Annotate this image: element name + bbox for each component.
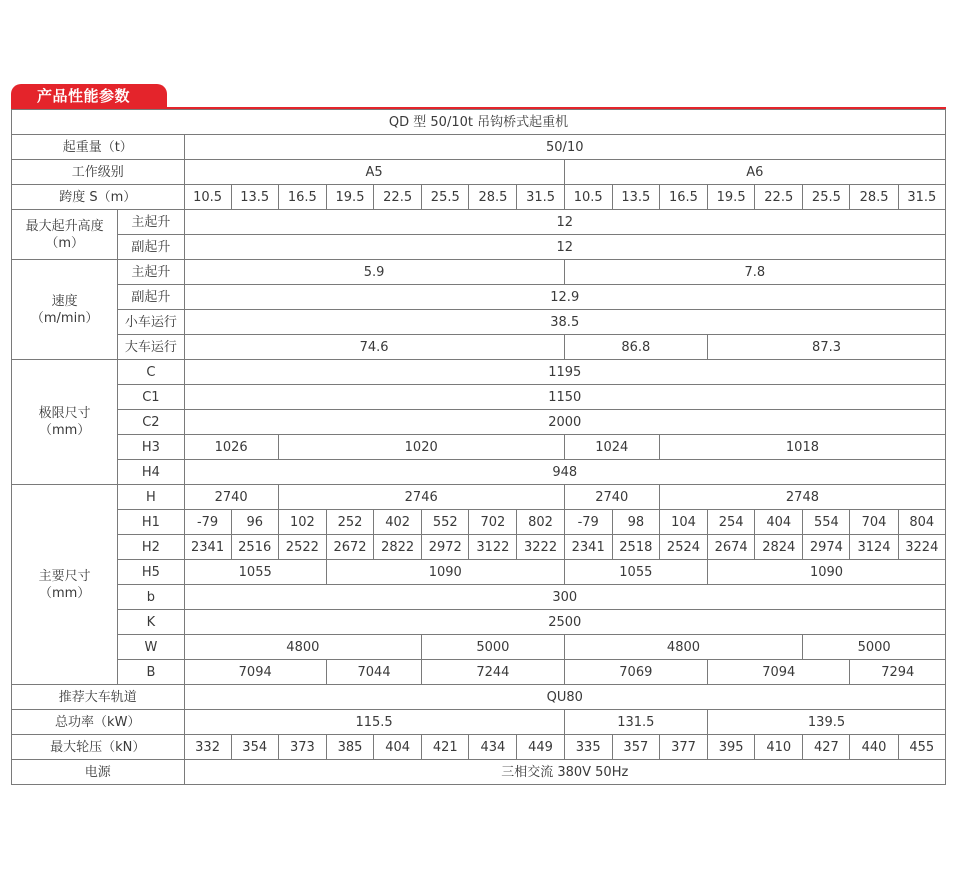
table-row — [12, 360, 946, 385]
sub-label: H5 — [118, 560, 184, 585]
span-cell: 16.5 — [659, 185, 707, 210]
cell-value: 3124 — [850, 535, 898, 560]
sub-label: K — [118, 610, 184, 635]
cell-value: 332 — [184, 735, 231, 760]
table-row — [12, 460, 946, 485]
sub-label: b — [118, 585, 184, 610]
cell-value: 1020 — [278, 435, 564, 460]
cell-value: 7294 — [850, 660, 946, 685]
span-cell: 25.5 — [803, 185, 850, 210]
section-tab: 产品性能参数 — [11, 84, 167, 108]
cell-value: 96 — [231, 510, 278, 535]
cell-value: 377 — [659, 735, 707, 760]
sub-label: 副起升 — [118, 235, 184, 260]
cell-value: 2341 — [184, 535, 231, 560]
cell-value: 449 — [517, 735, 564, 760]
span-cell: 10.5 — [564, 185, 612, 210]
cell-value: 2822 — [374, 535, 422, 560]
cell-value: 2740 — [564, 485, 659, 510]
cell-value: 2522 — [278, 535, 326, 560]
span-cell: 16.5 — [278, 185, 326, 210]
cell-value: 3224 — [898, 535, 945, 560]
cell-value: 三相交流 380V 50Hz — [184, 760, 946, 785]
cell-value: 455 — [898, 735, 945, 760]
cell-value: 2972 — [422, 535, 469, 560]
table-row — [12, 435, 946, 460]
span-cell: 10.5 — [184, 185, 231, 210]
sub-label: B — [118, 660, 184, 685]
cell-value: 86.8 — [564, 335, 707, 360]
cell-value: 252 — [326, 510, 373, 535]
table-row — [12, 285, 946, 310]
cell-value: 1150 — [184, 385, 946, 410]
cell-value: 50/10 — [184, 135, 946, 160]
table-row — [12, 135, 946, 160]
table-row — [12, 485, 946, 510]
table-row — [12, 260, 946, 285]
table-row — [12, 510, 946, 535]
cell-value: 2746 — [278, 485, 564, 510]
table-row — [12, 535, 946, 560]
cell-value: A5 — [184, 160, 564, 185]
cell-value: 335 — [564, 735, 612, 760]
cell-value: 2674 — [708, 535, 755, 560]
cell-value: 373 — [278, 735, 326, 760]
cell-value: 354 — [231, 735, 278, 760]
cell-value: 1024 — [564, 435, 659, 460]
cell-value: 115.5 — [184, 710, 564, 735]
span-cell: 31.5 — [517, 185, 564, 210]
sub-label: C — [118, 360, 184, 385]
sub-label: H3 — [118, 435, 184, 460]
row-label: 电源 — [12, 760, 185, 785]
group-label: 主要尺寸 （mm） — [12, 485, 118, 685]
table-row — [12, 635, 946, 660]
span-cell: 13.5 — [231, 185, 278, 210]
cell-value: 434 — [469, 735, 517, 760]
cell-value: 2518 — [612, 535, 659, 560]
span-cell: 19.5 — [326, 185, 373, 210]
cell-value: 552 — [422, 510, 469, 535]
cell-value: 404 — [374, 735, 422, 760]
cell-value: 802 — [517, 510, 564, 535]
cell-value: 2974 — [803, 535, 850, 560]
cell-value: 7069 — [564, 660, 707, 685]
table-row — [12, 185, 946, 210]
cell-value: A6 — [564, 160, 945, 185]
cell-value: 410 — [755, 735, 803, 760]
cell-value: 2672 — [326, 535, 373, 560]
table-row — [12, 210, 946, 235]
table-title: QD 型 50/10t 吊钩桥式起重机 — [12, 110, 946, 135]
table-row — [12, 310, 946, 335]
cell-value: 2748 — [659, 485, 945, 510]
table-row — [12, 560, 946, 585]
cell-value: 948 — [184, 460, 946, 485]
cell-value: 427 — [803, 735, 850, 760]
cell-value: 1055 — [184, 560, 326, 585]
table-row — [12, 235, 946, 260]
sub-label: H1 — [118, 510, 184, 535]
span-cell: 19.5 — [708, 185, 755, 210]
cell-value: 7.8 — [564, 260, 945, 285]
cell-value: 2824 — [755, 535, 803, 560]
table-row — [12, 685, 946, 710]
table-row — [12, 760, 946, 785]
sub-label: H — [118, 485, 184, 510]
cell-value: 104 — [659, 510, 707, 535]
cell-value: 4800 — [184, 635, 422, 660]
cell-value: 12 — [184, 235, 946, 260]
cell-value: 554 — [803, 510, 850, 535]
cell-value: 1055 — [564, 560, 707, 585]
cell-value: 2516 — [231, 535, 278, 560]
cell-value: 12.9 — [184, 285, 946, 310]
row-label: 总功率（kW） — [12, 710, 185, 735]
group-label: 极限尺寸 （mm） — [12, 360, 118, 485]
cell-value: 2740 — [184, 485, 278, 510]
cell-value: 38.5 — [184, 310, 946, 335]
cell-value: 1018 — [659, 435, 945, 460]
cell-value: 7044 — [326, 660, 421, 685]
group-label: 速度 （m/min） — [12, 260, 118, 360]
sub-label: 大车运行 — [118, 335, 184, 360]
cell-value: 385 — [326, 735, 373, 760]
cell-value: 804 — [898, 510, 945, 535]
table-row — [12, 160, 946, 185]
row-label: 最大轮压（kN） — [12, 735, 185, 760]
table-row — [12, 410, 946, 435]
cell-value: 357 — [612, 735, 659, 760]
spec-table — [11, 109, 946, 785]
group-label: 最大起升高度 （m） — [12, 210, 118, 260]
cell-value: 395 — [708, 735, 755, 760]
cell-value: 254 — [708, 510, 755, 535]
table-row — [12, 385, 946, 410]
table-row — [12, 110, 946, 135]
sub-label: 小车运行 — [118, 310, 184, 335]
sub-label: C2 — [118, 410, 184, 435]
row-label: 跨度 S（m） — [12, 185, 185, 210]
span-cell: 28.5 — [469, 185, 517, 210]
span-cell: 28.5 — [850, 185, 898, 210]
sub-label: H4 — [118, 460, 184, 485]
cell-value: 704 — [850, 510, 898, 535]
cell-value: 4800 — [564, 635, 803, 660]
cell-value: 12 — [184, 210, 946, 235]
cell-value: 1090 — [708, 560, 946, 585]
cell-value: 131.5 — [564, 710, 707, 735]
cell-value: 2524 — [659, 535, 707, 560]
cell-value: 5.9 — [184, 260, 564, 285]
cell-value: 5000 — [803, 635, 946, 660]
span-cell: 22.5 — [374, 185, 422, 210]
span-cell: 25.5 — [422, 185, 469, 210]
cell-value: 7244 — [422, 660, 564, 685]
cell-value: 702 — [469, 510, 517, 535]
sub-label: W — [118, 635, 184, 660]
span-cell: 13.5 — [612, 185, 659, 210]
cell-value: 421 — [422, 735, 469, 760]
table-row — [12, 335, 946, 360]
cell-value: 98 — [612, 510, 659, 535]
sub-label: 主起升 — [118, 210, 184, 235]
sub-label: C1 — [118, 385, 184, 410]
cell-value: 440 — [850, 735, 898, 760]
cell-value: 102 — [278, 510, 326, 535]
cell-value: -79 — [184, 510, 231, 535]
cell-value: 404 — [755, 510, 803, 535]
cell-value: 402 — [374, 510, 422, 535]
cell-value: 1090 — [326, 560, 564, 585]
table-row — [12, 610, 946, 635]
row-label: 工作级别 — [12, 160, 185, 185]
span-cell: 31.5 — [898, 185, 945, 210]
cell-value: 139.5 — [708, 710, 946, 735]
sub-label: 主起升 — [118, 260, 184, 285]
cell-value: 7094 — [708, 660, 850, 685]
sub-label: H2 — [118, 535, 184, 560]
cell-value: 2341 — [564, 535, 612, 560]
cell-value: 2500 — [184, 610, 946, 635]
cell-value: -79 — [564, 510, 612, 535]
cell-value: 1195 — [184, 360, 946, 385]
cell-value: 2000 — [184, 410, 946, 435]
cell-value: 7094 — [184, 660, 326, 685]
cell-value: 5000 — [422, 635, 564, 660]
row-label: 推荐大车轨道 — [12, 685, 185, 710]
cell-value: 74.6 — [184, 335, 564, 360]
table-row — [12, 710, 946, 735]
cell-value: 300 — [184, 585, 946, 610]
table-row — [12, 735, 946, 760]
row-label: 起重量（t） — [12, 135, 185, 160]
cell-value: 1026 — [184, 435, 278, 460]
span-cell: 22.5 — [755, 185, 803, 210]
cell-value: 3222 — [517, 535, 564, 560]
table-row — [12, 660, 946, 685]
table-row — [12, 585, 946, 610]
cell-value: QU80 — [184, 685, 946, 710]
sub-label: 副起升 — [118, 285, 184, 310]
cell-value: 3122 — [469, 535, 517, 560]
cell-value: 87.3 — [708, 335, 946, 360]
